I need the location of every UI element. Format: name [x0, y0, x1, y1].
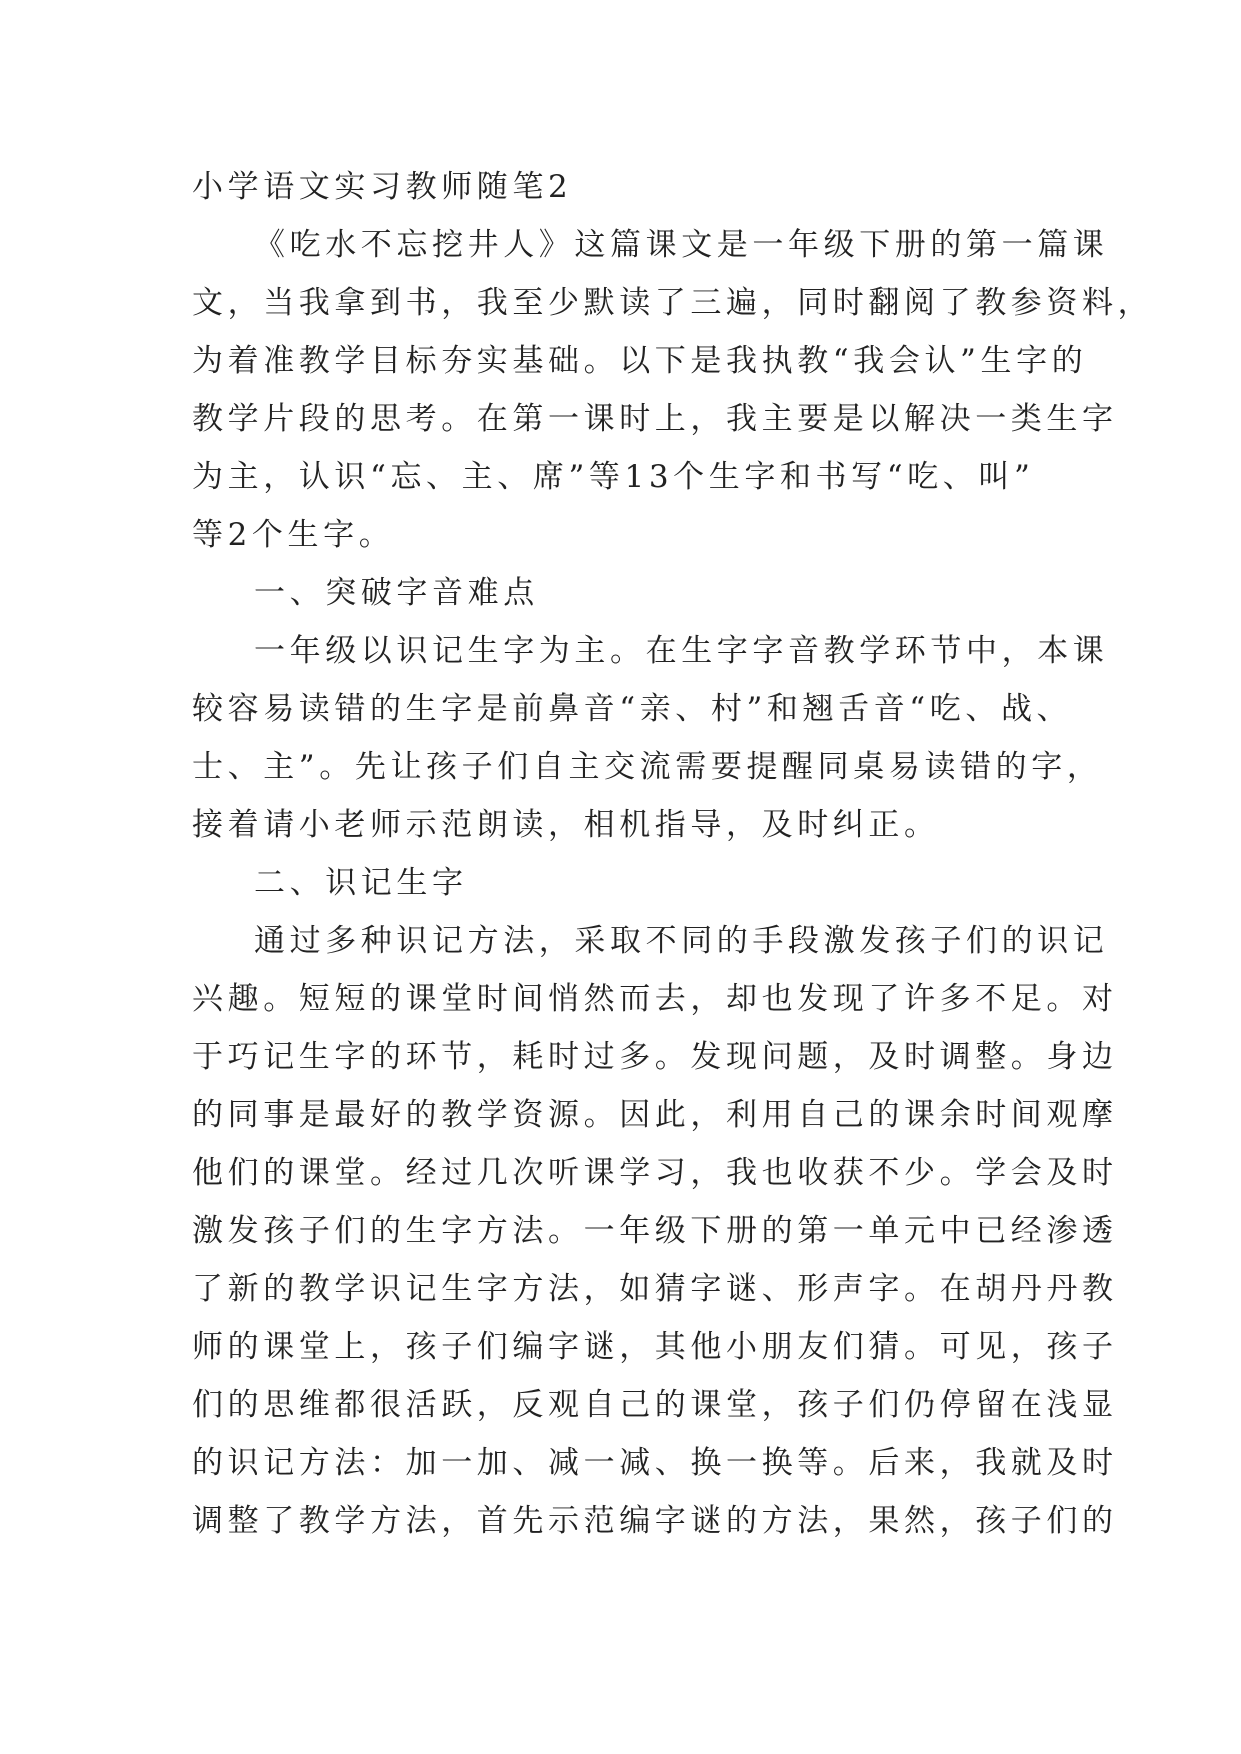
paragraph-line: 较容易读错的生字是前鼻音“亲、村”和翘舌音“吃、战、 [192, 691, 1073, 727]
paragraph-line: 了新的教学识记生字方法，如猜字谜、形声字。在胡丹丹教 [192, 1271, 1118, 1307]
paragraph-line: 文，当我拿到书，我至少默读了三遍，同时翻阅了教参资料， [192, 285, 1154, 321]
paragraph-line: 兴趣。短短的课堂时间悄然而去，却也发现了许多不足。对 [192, 981, 1118, 1017]
paragraph-line: 士、主”。先让孩子们自主交流需要提醒同桌易读错的字， [192, 749, 1103, 785]
paragraph-line: 一年级以识记生字为主。在生字字音教学环节中，本课 [254, 633, 1109, 669]
paragraph-line: 通过多种识记方法，采取不同的手段激发孩子们的识记 [254, 923, 1109, 959]
paragraph-line: 接着请小老师示范朗读，相机指导，及时纠正。 [192, 807, 940, 843]
paragraph-line: 们的思维都很活跃，反观自己的课堂，孩子们仍停留在浅显 [192, 1387, 1118, 1423]
paragraph-line: 的同事是最好的教学资源。因此，利用自己的课余时间观摩 [192, 1097, 1118, 1133]
paragraph-line: 《吃水不忘挖井人》这篇课文是一年级下册的第一篇课 [254, 227, 1109, 263]
section-heading: 二、识记生字 [254, 865, 468, 901]
paragraph-line: 师的课堂上，孩子们编字谜，其他小朋友们猜。可见，孩子 [192, 1329, 1118, 1365]
document-title: 小学语文实习教师随笔2 [192, 169, 573, 205]
paragraph-line: 等2个生字。 [192, 517, 395, 553]
paragraph-line: 为着准教学目标夯实基础。以下是我执教“我会认”生字的 [192, 343, 1088, 379]
paragraph-line: 调整了教学方法，首先示范编字谜的方法，果然，孩子们的 [192, 1503, 1118, 1539]
paragraph-line: 为主，认识“忘、主、席”等13个生字和书写“吃、叫” [192, 459, 1035, 495]
section-heading: 一、突破字音难点 [254, 575, 539, 611]
paragraph-line: 激发孩子们的生字方法。一年级下册的第一单元中已经渗透 [192, 1213, 1118, 1249]
paragraph-line: 于巧记生字的环节，耗时过多。发现问题，及时调整。身边 [192, 1039, 1118, 1075]
paragraph-line: 的识记方法：加一加、减一减、换一换等。后来，我就及时 [192, 1445, 1118, 1481]
paragraph-line: 教学片段的思考。在第一课时上，我主要是以解决一类生字 [192, 401, 1118, 437]
paragraph-line: 他们的课堂。经过几次听课学习，我也收获不少。学会及时 [192, 1155, 1118, 1191]
